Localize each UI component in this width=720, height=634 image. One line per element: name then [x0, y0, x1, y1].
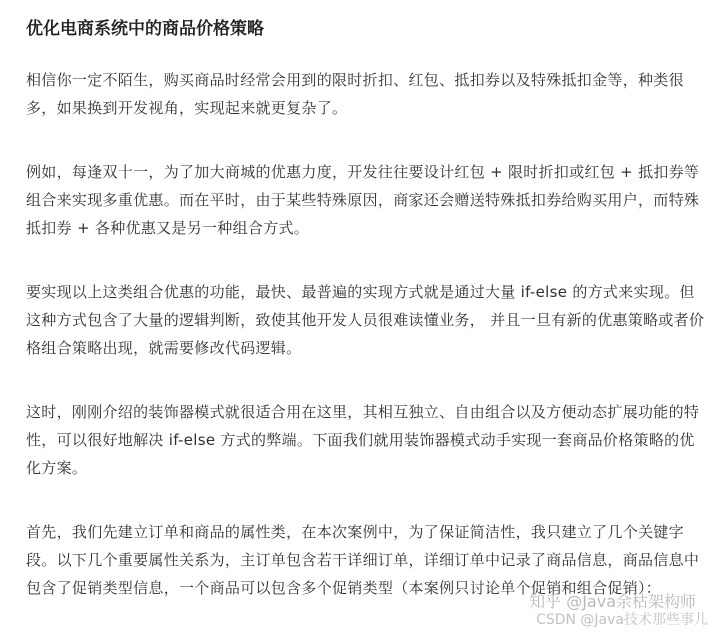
paragraph-intro: 相信你一定不陌生，购买商品时经常会用到的限时折扣、红包、抵扣券以及特殊抵扣金等，种类很多，如果换到开发视角，实现起来就更复杂了。 — [26, 71, 684, 117]
paragraph-if-else: 要实现以上这类组合优惠的功能，最快、最普遍的实现方式就是通过大量 if-else 的方式来实现。但这种方式包含了大量的逻辑判断，致使其他开发人员很难读懂业务， 并且一旦有新的优惠策略或者价格组合策略出现，就需要修改代码逻辑。 — [26, 283, 705, 357]
zhihu-watermark: 知乎 @Java余枯架构师 — [529, 592, 696, 611]
article — [26, 18, 706, 602]
csdn-watermark: CSDN @Java技术那些事儿 — [536, 612, 708, 628]
article-title: 优化电商系统中的商品价格策略 — [26, 19, 264, 39]
paragraph-decorator-pattern: 这时，刚刚介绍的装饰器模式就很适合用在这里，其相互独立、自由组合以及方便动态扩展功能的特性，可以很好地解决 if-else 方式的弊端。下面我们就用装饰器模式动手实现一套商品价格策略的优化方案。 — [26, 403, 700, 477]
paragraph-double-eleven: 例如，每逢双十一，为了加大商城的优惠力度，开发往往要设计红包 + 限时折扣或红包 + 抵扣券等组合来实现多重优惠。而在平时，由于某些特殊原因，商家还会赠送特殊抵扣券给购买用户，而特殊抵扣券 + 各种优惠又是另一种组合方式。 — [26, 163, 700, 237]
paragraph-order-classes: 首先，我们先建立订单和商品的属性类，在本次案例中，为了保证简洁性，我只建立了几个关键字段。以下几个重要属性关系为，主订单包含若干详细订单，详细订单中记录了商品信息，商品信息中包含了促销类型信息，一个商品可以包含多个促销类型（本案例只讨论单个促销和组合促销）： — [26, 523, 700, 597]
